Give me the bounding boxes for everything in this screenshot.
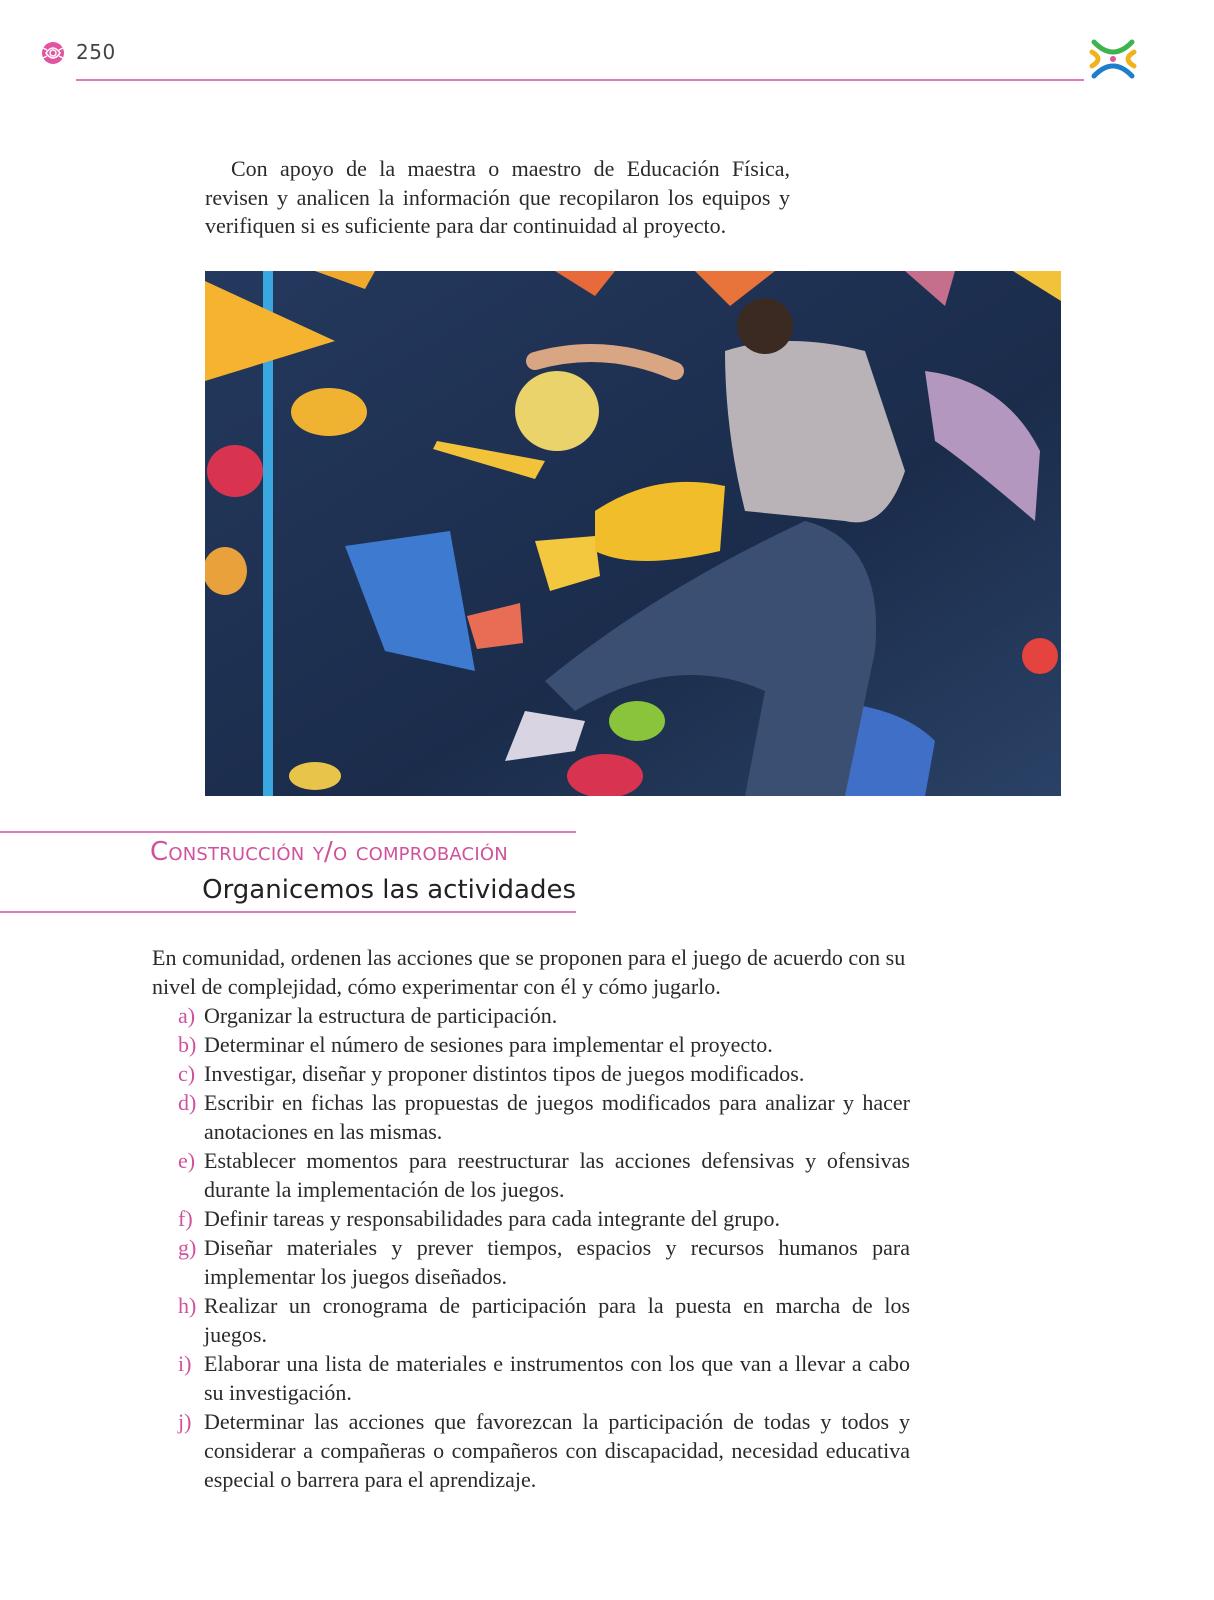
list-item (152, 1146, 910, 1204)
list-item (152, 1204, 910, 1233)
intro-paragraph: Con apoyo de la maestra o maestro de Educación Física, revisen y analicen la información que recopilaron los equipos y verifiquen si es suficiente para dar continuidad al proyecto. (205, 156, 790, 238)
action-list (152, 1001, 910, 1494)
list-item (152, 1407, 910, 1494)
list-marker: f) (178, 1206, 193, 1231)
list-item-text: Investigar, diseñar y proponer distintos tipos de juegos modificados. (204, 1061, 805, 1086)
section-kicker: Construcción y/o comprobación (150, 837, 508, 867)
section-title: Organicemos las actividades (202, 875, 576, 905)
list-marker: h) (178, 1293, 197, 1318)
list-marker: b) (178, 1032, 197, 1057)
list-marker: d) (178, 1090, 197, 1115)
list-marker: c) (178, 1061, 196, 1086)
page-number: 250 (76, 40, 116, 64)
list-item-text: Realizar un cronograma de participación para la puesta en marcha de los juegos. (204, 1293, 910, 1347)
list-item-text: Organizar la estructura de participación. (204, 1003, 558, 1028)
list-item-text: Establecer momentos para reestructurar las acciones defensivas y ofensivas durante la implementación de los juegos. (204, 1148, 910, 1202)
list-item-text: Diseñar materiales y prever tiempos, espacios y recursos humanos para implementar los juegos diseñados. (204, 1235, 910, 1289)
pink-ornament-icon (40, 40, 66, 66)
list-marker: a) (178, 1003, 196, 1028)
section-rule-bottom (0, 911, 576, 913)
list-marker: j) (178, 1409, 192, 1434)
list-marker: e) (178, 1148, 196, 1173)
list-item-text: Determinar el número de sesiones para implementar el proyecto. (204, 1032, 773, 1057)
list-item-text: Definir tareas y responsabilidades para cada integrante del grupo. (204, 1206, 781, 1231)
list-item-text: Determinar las acciones que favorezcan la participación de todas y todos y considerar a compañeras o compañeros con discapacidad, necesidad educativa especial o barrera para el aprendizaje. (204, 1409, 910, 1492)
list-item (152, 1349, 910, 1407)
multicolor-figure-logo-icon (1086, 32, 1140, 86)
body-intro-paragraph: En comunidad, ordenen las acciones que se proponen para el juego de acuerdo con su nivel de complejidad, cómo experimentar con él y cómo jugarlo. (152, 945, 906, 999)
list-marker: g) (178, 1235, 197, 1260)
section-rule-top (0, 831, 576, 833)
list-item (152, 1001, 910, 1030)
list-item-text: Escribir en fichas las propuestas de juegos modificados para analizar y hacer anotaciones en las mismas. (204, 1090, 910, 1144)
list-item (152, 1059, 910, 1088)
header-divider (76, 79, 1084, 81)
list-marker: i) (178, 1351, 192, 1376)
list-item-text: Elaborar una lista de materiales e instrumentos con los que van a llevar a cabo su investigación. (204, 1351, 910, 1405)
list-item (152, 1030, 910, 1059)
climbing-wall-photo (205, 271, 1061, 796)
list-item (152, 1088, 910, 1146)
list-item (152, 1233, 910, 1291)
list-item (152, 1291, 910, 1349)
